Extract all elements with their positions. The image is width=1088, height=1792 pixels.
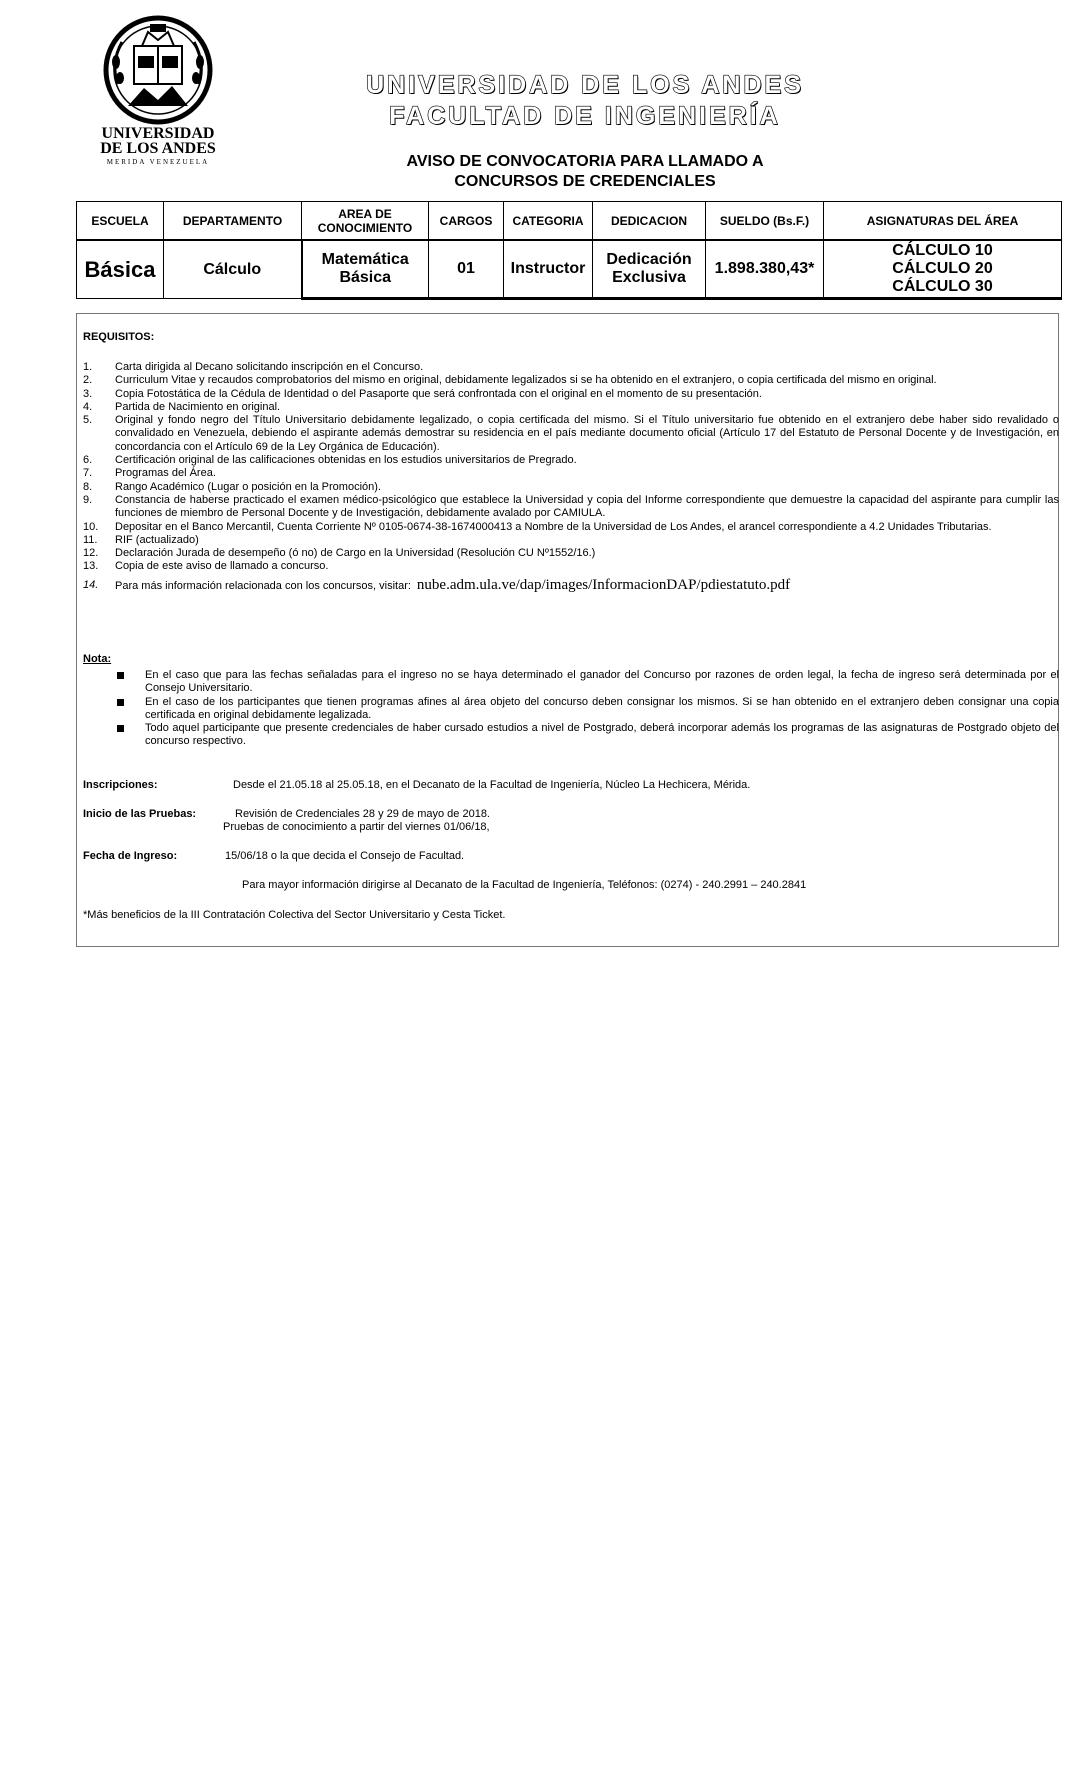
list-item [83,696,1059,723]
header-area: AREA DE CONOCIMIENTO [302,202,429,241]
item-text: Copia de este aviso de llamado a concurso. [115,560,329,573]
list-item [83,414,1059,454]
square-bullet-icon [117,672,124,679]
item-number: 11. [83,533,98,546]
list-item [83,401,1059,414]
list-item [83,560,1059,573]
positions-table [76,201,1062,300]
item-text: Partida de Nacimiento en original. [115,400,281,413]
notice-title-line2: CONCURSOS DE CREDENCIALES [454,173,716,190]
cell-dedicacion: Dedicación Exclusiva [593,240,706,299]
ingreso-row [83,850,465,863]
item-text: Original y fondo negro del Título Universitario debidamente legalizado, o copia certificada del mismo. Si el Título universitario fue obtenido en el extranjero debe haber sido revalidado o convalidado en Venezuela, debiendo el aspirante además demostrar su residencia en el país mediante documento oficial (Artículo 17 del Estatuto de Personal Docente y de Investigación, en concordancia con el Artículo 69 de la Ley Orgánica de Educación). [115,414,1059,453]
item-number: 6. [83,454,93,467]
cell-asignaturas: CÁLCULO 10 CÁLCULO 20 CÁLCULO 30 [824,240,1062,299]
list-item [83,388,1059,401]
item-text: Certificación original de las calificaciones obtenidas en los estudios universitarios de Pregrado. [115,454,577,467]
square-bullet-icon [117,725,124,732]
inscripciones-value: Desde el 21.05.18 al 25.05.18, en el Decanato de la Facultad de Ingeniería, Núcleo La Hechicera, Mérida. [233,779,751,791]
faculty-title: FACULTAD DE INGENIERÍA [389,102,781,130]
item-number: 7. [83,467,93,480]
item-number: 9. [83,493,93,506]
item-text: RIF (actualizado) [115,533,199,546]
university-logo [88,14,228,166]
item-text: Copia Fotostática de la Cédula de Identidad o del Pasaporte que será confrontada con el original en el momento de su presentación. [115,387,762,400]
logo-name-line2: DE LOS ANDES [100,140,216,157]
inscripciones-label: Inscripciones: [83,779,158,791]
university-title: UNIVERSIDAD DE LOS ANDES [366,71,804,99]
pruebas-row [83,808,490,833]
list-item [83,547,1059,560]
cell-sueldo: 1.898.380,43* [706,240,824,299]
footnote: *Más beneficios de la III Contratación Colectiva del Sector Universitario y Cesta Ticket. [83,909,506,921]
header-escuela: ESCUELA [77,202,164,241]
item-text: Para más información relacionada con los concursos, visitar: [115,579,411,592]
header-cargos: CARGOS [429,202,504,241]
requirements-heading: REQUISITOS: [83,331,155,343]
list-item [83,467,1059,480]
nota-list [83,669,1059,749]
list-item [83,361,1059,374]
item-text: Constancia de haberse practicado el examen médico-psicológico que establece la Universidad y copia del Informe correspondiente que demuestre la capacidad del aspirante para cumplir las funciones de miembro de Personal Docente y de Investigación, debidamente avalado por CAMIULA. [115,493,1059,520]
table-row [77,240,1062,299]
header-sueldo: SUELDO (Bs.F.) [706,202,824,241]
pruebas-value-1: Revisión de Credenciales 28 y 29 de mayo de 2018. [235,808,490,820]
item-number: 3. [83,387,93,400]
nota-text: Todo aquel participante que presente credenciales de haber cursado estudios a nivel de Postgrado, deberá incorporar además los programas de las asignaturas de Postgrado objeto del concurso respectivo. [145,722,1059,748]
list-item [83,494,1059,521]
nota-label [83,653,111,665]
list-item [83,521,1059,534]
header-departamento: DEPARTAMENTO [164,202,302,241]
item-text: Depositar en el Banco Mercantil, Cuenta Corriente Nº 0105-0674-38-1674000413 a Nombre de la Universidad de Los Andes, el arancel correspondiente a 4.2 Unidades Tributarias. [115,520,992,533]
cell-departamento: Cálculo [164,240,302,299]
square-bullet-icon [117,699,124,706]
item-text: Programas del Área. [115,467,216,480]
list-item [83,534,1059,547]
nota-text: En el caso que para las fechas señaladas para el ingreso no se haya determinado el ganador del Concurso por razones de orden legal, la fecha de ingreso será determinada por el Consejo Universitario. [145,669,1059,695]
item-number: 1. [83,361,93,373]
ingreso-label: Fecha de Ingreso: [83,850,178,862]
nota-label-text: Nota [83,653,108,665]
item-number: 8. [83,480,93,493]
item-number: 10. [83,520,99,533]
requirements-list [83,361,1059,594]
item-text: Carta dirigida al Decano solicitando inscripción en el Concurso. [115,361,424,373]
header-asignaturas: ASIGNATURAS DEL ÁREA [824,202,1062,241]
info-link[interactable]: nube.adm.ula.ve/dap/images/InformacionDAP/pdiestatuto.pdf [416,576,791,593]
list-item [83,481,1059,494]
logo-name-line1: UNIVERSIDAD [101,125,215,142]
pruebas-value-2: Pruebas de conocimiento a partir del viernes 01/06/18, [223,821,490,833]
list-item [83,577,1059,594]
ingreso-value: 15/06/18 o la que decida el Consejo de Facultad. [225,850,465,862]
logo-location: MERIDA VENEZUELA [106,158,210,166]
item-number: 14. [83,578,99,591]
item-number: 5. [83,414,93,427]
inscripciones-row [83,779,751,792]
item-number: 13. [83,560,99,573]
notice-title-line1: AVISO DE CONVOCATORIA PARA LLAMADO A [406,153,764,170]
requirements-box [76,313,1059,947]
pruebas-label: Inicio de las Pruebas: [83,808,197,820]
item-text: Curriculum Vitae y recaudos comprobatorios del mismo en original, debidamente legalizados si se ha obtenido en el extranjero, o copia certificada del mismo en original. [115,374,937,387]
table-header-row [77,202,1062,241]
cell-escuela: Básica [77,240,164,299]
cell-cargos: 01 [429,240,504,299]
contact-info: Para mayor información dirigirse al Decanato de la Facultad de Ingeniería, Teléfonos: (0274) - 240.2991 – 240.2841 [242,879,807,891]
item-number: 4. [83,400,93,413]
cell-categoria: Instructor [504,240,593,299]
item-number: 12. [83,547,99,560]
header-categoria: CATEGORIA [504,202,593,241]
item-text: Declaración Jurada de desempeño (ó no) de Cargo en la Universidad (Resolución CU Nº1552/16.) [115,547,596,560]
list-item [83,374,1059,387]
item-text: Rango Académico (Lugar o posición en la Promoción). [115,480,381,493]
list-item [83,669,1059,696]
header-dedicacion: DEDICACION [593,202,706,241]
cell-area: Matemática Básica [302,240,429,299]
item-number: 2. [83,374,93,387]
nota-text: En el caso de los participantes que tienen programas afines al área objeto del concurso deben consignar los mismos. Si se han obtenido en el extranjero deben consignar una copia certificada en original debidamente legalizada. [145,695,1059,721]
university-seal-icon [88,14,228,126]
nota-label-colon: : [107,653,112,665]
list-item [83,722,1059,749]
list-item [83,454,1059,467]
